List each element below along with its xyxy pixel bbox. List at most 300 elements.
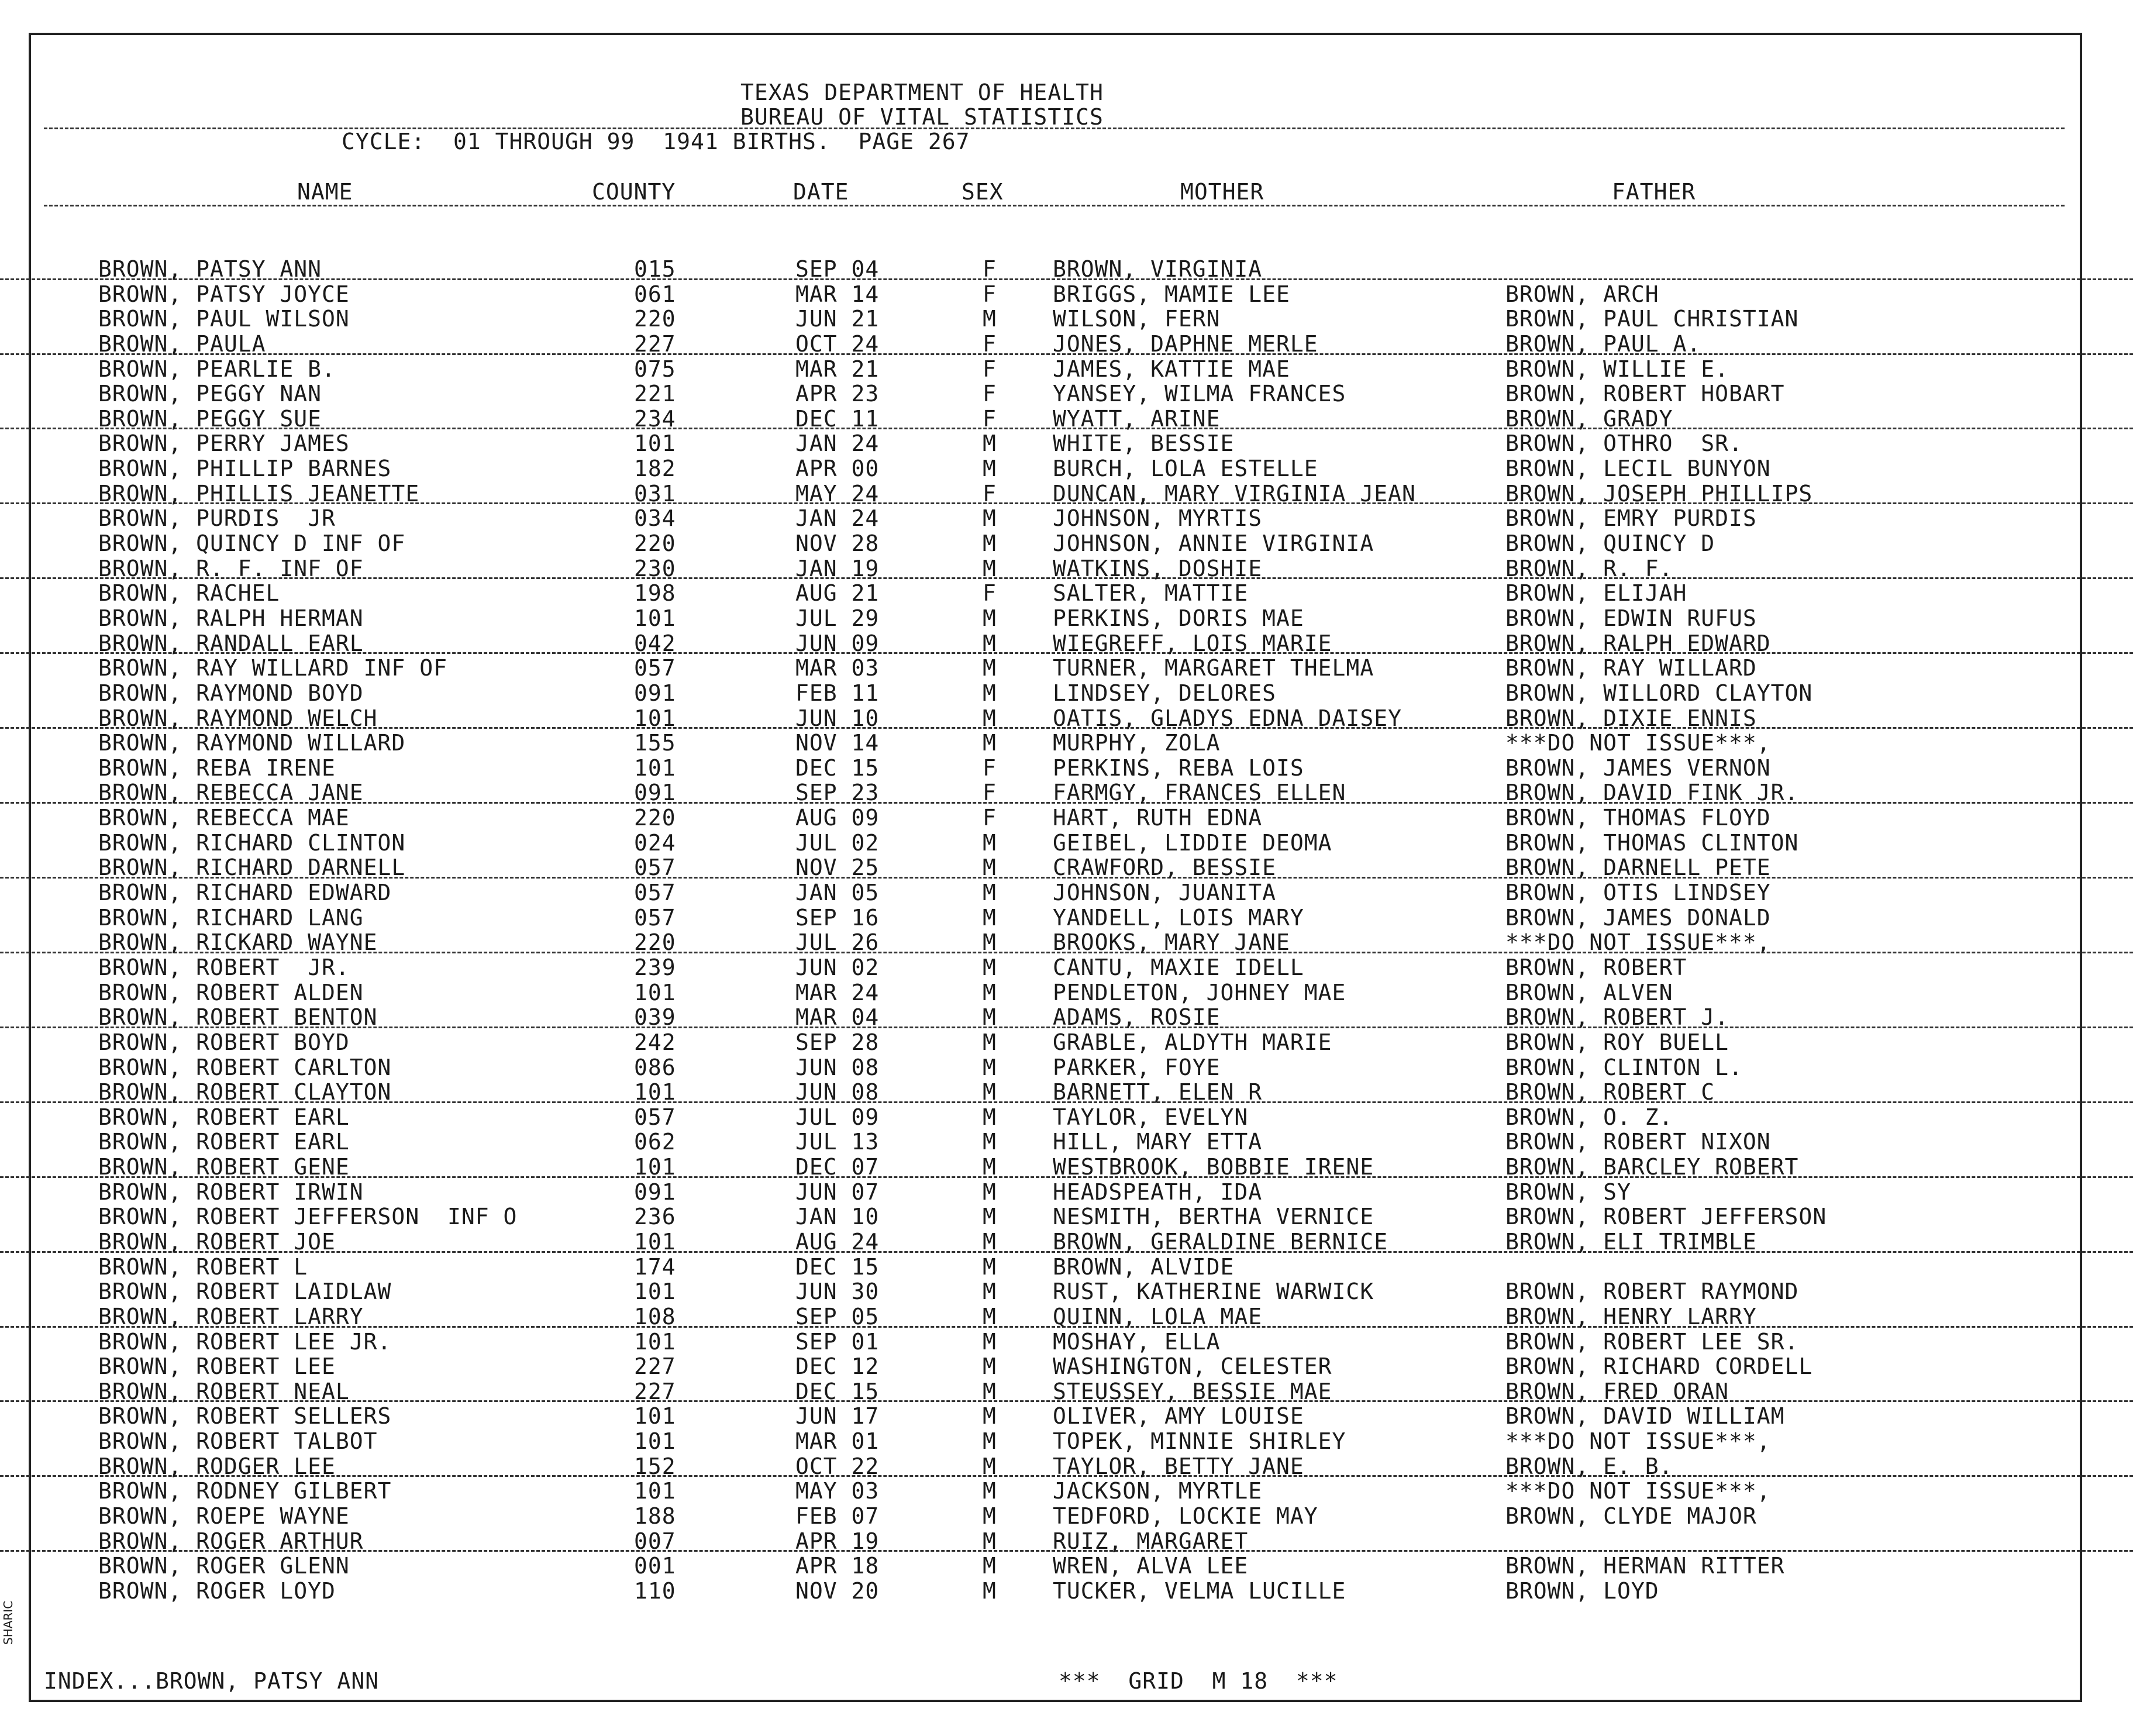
cell-mother: GEIBEL, LIDDIE DEOMA: [1053, 829, 1332, 856]
cell-name: BROWN, PATSY JOYCE: [98, 281, 350, 307]
cell-date: JUN 08: [795, 1079, 880, 1105]
cell-sex: F: [983, 805, 997, 831]
cell-name: BROWN, QUINCY D INF OF: [98, 531, 406, 557]
cell-date: JAN 24: [795, 430, 880, 457]
cell-father: BROWN, ROBERT J.: [1505, 1004, 1729, 1031]
cell-sex: M: [983, 1279, 997, 1305]
cell-date: JUN 30: [795, 1279, 880, 1305]
cell-county: 221: [634, 381, 676, 407]
cell-sex: M: [983, 1303, 997, 1329]
cell-father: ***DO NOT ISSUE***,: [1505, 1428, 1771, 1455]
cell-date: JUN 09: [795, 630, 880, 656]
table-row: [0, 380, 2133, 405]
cell-sex: M: [983, 306, 997, 332]
table-row: [0, 1352, 2133, 1380]
cell-name: BROWN, PEARLIE B.: [98, 356, 336, 382]
cell-county: 182: [634, 456, 676, 482]
cell-mother: FARMGY, FRANCES ELLEN: [1053, 780, 1346, 806]
table-row: [0, 928, 2133, 956]
cell-mother: BARNETT, ELEN R: [1053, 1079, 1263, 1105]
cell-father: BROWN, ELIJAH: [1505, 580, 1687, 607]
cell-date: SEP 04: [795, 256, 880, 282]
cell-mother: JACKSON, MYRTLE: [1053, 1478, 1263, 1504]
cell-father: BROWN, EMRY PURDIS: [1505, 505, 1757, 532]
cell-name: BROWN, RICHARD DARNELL: [98, 855, 406, 881]
table-row: [0, 679, 2133, 704]
cell-county: 062: [634, 1129, 676, 1155]
table-row: [0, 1577, 2133, 1602]
cell-sex: M: [983, 1129, 997, 1155]
cell-father: BROWN, CLYDE MAJOR: [1505, 1503, 1757, 1530]
cell-sex: F: [983, 755, 997, 781]
cell-name: BROWN, RAYMOND WELCH: [98, 705, 378, 731]
cell-county: 101: [634, 430, 676, 457]
cell-date: AUG 24: [795, 1228, 880, 1255]
cell-name: BROWN, ROBERT TALBOT: [98, 1428, 378, 1455]
cell-father: BROWN, ALVEN: [1505, 979, 1673, 1005]
cell-name: BROWN, RODGER LEE: [98, 1453, 336, 1479]
cell-father: BROWN, DAVID FINK JR.: [1505, 780, 1799, 806]
table-row: [0, 779, 2133, 804]
footer-index: INDEX...BROWN, PATSY ANN: [44, 1668, 380, 1694]
cell-mother: JOHNSON, ANNIE VIRGINIA: [1053, 531, 1374, 557]
cell-date: AUG 21: [795, 580, 880, 607]
table-row: [0, 1502, 2133, 1530]
table-row: [0, 429, 2133, 457]
cell-mother: BROWN, VIRGINIA: [1053, 256, 1263, 282]
cell-mother: PERKINS, REBA LOIS: [1053, 755, 1304, 781]
cell-father: BROWN, BARCLEY ROBERT: [1505, 1154, 1799, 1180]
table-row: [0, 579, 2133, 607]
table-row: [0, 554, 2133, 580]
cell-father: BROWN, THOMAS CLINTON: [1505, 829, 1799, 856]
cell-name: BROWN, ROBERT EARL: [98, 1129, 350, 1155]
cell-father: BROWN, ROBERT NIXON: [1505, 1129, 1771, 1155]
cell-name: BROWN, ROBERT CLAYTON: [98, 1079, 392, 1105]
column-header-father: FATHER: [1612, 179, 1696, 205]
table-row: [0, 1078, 2133, 1103]
cell-name: BROWN, PHILLIP BARNES: [98, 456, 392, 482]
cell-father: BROWN, EDWIN RUFUS: [1505, 605, 1757, 631]
cell-sex: M: [983, 1054, 997, 1080]
table-row: [0, 529, 2133, 557]
cell-mother: ADAMS, ROSIE: [1053, 1004, 1221, 1031]
cell-name: BROWN, ROBERT L: [98, 1253, 308, 1280]
cell-county: 227: [634, 330, 676, 357]
cell-county: 227: [634, 1353, 676, 1380]
cell-father: BROWN, FRED ORAN: [1505, 1378, 1729, 1404]
table-row: [0, 754, 2133, 779]
table-row: [0, 255, 2133, 280]
cell-father: BROWN, JOSEPH PHILLIPS: [1505, 480, 1813, 507]
cell-father: BROWN, THOMAS FLOYD: [1505, 805, 1771, 831]
cell-date: JUN 10: [795, 705, 880, 731]
cell-mother: PARKER, FOYE: [1053, 1054, 1221, 1080]
cell-name: BROWN, PURDIS JR: [98, 505, 336, 532]
cell-father: BROWN, ROBERT HOBART: [1505, 381, 1785, 407]
cell-county: 101: [634, 1328, 676, 1355]
cell-sex: M: [983, 1503, 997, 1530]
bureau-title: BUREAU OF VITAL STATISTICS: [740, 104, 1104, 130]
cell-sex: M: [983, 705, 997, 731]
cell-name: BROWN, RAY WILLARD INF OF: [98, 655, 447, 681]
cell-mother: WYATT, ARINE: [1053, 405, 1221, 432]
cell-county: 101: [634, 1279, 676, 1305]
cell-sex: M: [983, 1478, 997, 1504]
cell-father: BROWN, PAUL A.: [1505, 330, 1701, 357]
cell-mother: HILL, MARY ETTA: [1053, 1129, 1263, 1155]
cell-sex: F: [983, 256, 997, 282]
cell-name: BROWN, PAUL WILSON: [98, 306, 350, 332]
cell-county: 091: [634, 1179, 676, 1205]
cell-date: JUN 17: [795, 1403, 880, 1430]
cell-mother: PENDLETON, JOHNEY MAE: [1053, 979, 1346, 1005]
cell-date: DEC 15: [795, 1378, 880, 1404]
cell-father: BROWN, ROBERT RAYMOND: [1505, 1279, 1799, 1305]
cell-mother: TOPEK, MINNIE SHIRLEY: [1053, 1428, 1346, 1455]
table-row: [0, 1028, 2133, 1053]
cell-name: BROWN, ROBERT GENE: [98, 1154, 350, 1180]
column-header-date: DATE: [793, 179, 849, 205]
cell-name: BROWN, ROBERT EARL: [98, 1104, 350, 1130]
cell-father: BROWN, JAMES DONALD: [1505, 904, 1771, 931]
cell-county: 031: [634, 480, 676, 507]
cell-mother: JOHNSON, JUANITA: [1053, 880, 1277, 906]
cell-sex: M: [983, 1453, 997, 1479]
cell-sex: F: [983, 381, 997, 407]
cell-mother: MOSHAY, ELLA: [1053, 1328, 1221, 1355]
table-row: [0, 853, 2133, 879]
cell-mother: BROWN, GERALDINE BERNICE: [1053, 1228, 1388, 1255]
table-row: [0, 1228, 2133, 1253]
cell-mother: TAYLOR, BETTY JANE: [1053, 1453, 1304, 1479]
cell-county: 034: [634, 505, 676, 532]
cell-name: BROWN, ROBERT LEE JR.: [98, 1328, 392, 1355]
cell-sex: M: [983, 1154, 997, 1180]
cell-mother: JOHNSON, MYRTIS: [1053, 505, 1263, 532]
cell-county: 234: [634, 405, 676, 432]
table-row: [0, 330, 2133, 355]
cell-county: 230: [634, 555, 676, 581]
column-header-mother: MOTHER: [1180, 179, 1264, 205]
cell-name: BROWN, R. F. INF OF: [98, 555, 364, 581]
cell-sex: M: [983, 1428, 997, 1455]
cell-sex: M: [983, 904, 997, 931]
cell-sex: M: [983, 979, 997, 1005]
cell-county: 075: [634, 356, 676, 382]
cell-date: NOV 14: [795, 730, 880, 756]
cell-name: BROWN, ROBERT JR.: [98, 954, 350, 980]
cell-name: BROWN, ROGER GLENN: [98, 1553, 350, 1579]
cell-father: BROWN, WILLORD CLAYTON: [1505, 680, 1813, 706]
cell-name: BROWN, ROBERT JEFFERSON INF O: [98, 1204, 518, 1230]
cell-date: MAR 24: [795, 979, 880, 1005]
table-row: [0, 454, 2133, 480]
table-row: [0, 629, 2133, 655]
cell-mother: WESTBROOK, BOBBIE IRENE: [1053, 1154, 1374, 1180]
table-row: [0, 1328, 2133, 1353]
cell-county: 057: [634, 880, 676, 906]
cell-sex: F: [983, 281, 997, 307]
cell-date: SEP 23: [795, 780, 880, 806]
cell-date: MAR 04: [795, 1004, 880, 1031]
cell-sex: M: [983, 1204, 997, 1230]
table-row: [0, 1477, 2133, 1502]
cell-county: 101: [634, 1228, 676, 1255]
cell-name: BROWN, PAULA: [98, 330, 266, 357]
cell-father: BROWN, LOYD: [1505, 1577, 1659, 1604]
cell-county: 057: [634, 904, 676, 931]
table-row: [0, 1427, 2133, 1455]
cell-father: BROWN, DARNELL PETE: [1505, 855, 1771, 881]
cell-name: BROWN, ROBERT LEE: [98, 1353, 336, 1380]
table-row: [0, 1527, 2133, 1552]
cell-county: 101: [634, 1428, 676, 1455]
cell-father: BROWN, RAY WILLARD: [1505, 655, 1757, 681]
cell-mother: WASHINGTON, CELESTER: [1053, 1353, 1332, 1380]
table-row: [0, 1153, 2133, 1178]
cell-county: 101: [634, 755, 676, 781]
cell-name: BROWN, RAYMOND BOYD: [98, 680, 364, 706]
cell-date: MAR 14: [795, 281, 880, 307]
cell-date: DEC 11: [795, 405, 880, 432]
cell-date: OCT 24: [795, 330, 880, 357]
side-mark: SHARIC: [1, 1600, 15, 1645]
cell-mother: WATKINS, DOSHIE: [1053, 555, 1263, 581]
cell-mother: YANDELL, LOIS MARY: [1053, 904, 1304, 931]
cell-county: 242: [634, 1029, 676, 1055]
cell-county: 057: [634, 655, 676, 681]
cell-father: ***DO NOT ISSUE***,: [1505, 929, 1771, 956]
cell-date: MAR 03: [795, 655, 880, 681]
table-row: [0, 305, 2133, 330]
table-row: [0, 355, 2133, 380]
cell-father: BROWN, PAUL CHRISTIAN: [1505, 306, 1799, 332]
cell-date: JAN 05: [795, 880, 880, 906]
cell-sex: M: [983, 655, 997, 681]
cell-date: JAN 19: [795, 555, 880, 581]
cell-name: BROWN, ROBERT BOYD: [98, 1029, 350, 1055]
cell-date: JUL 09: [795, 1104, 880, 1130]
table-row: [0, 804, 2133, 829]
table-row: [0, 280, 2133, 305]
cell-sex: M: [983, 855, 997, 881]
cell-name: BROWN, ROBERT LAIDLAW: [98, 1279, 392, 1305]
cell-date: JUL 26: [795, 929, 880, 956]
cell-father: BROWN, WILLIE E.: [1505, 356, 1729, 382]
cell-sex: F: [983, 405, 997, 432]
cell-father: ***DO NOT ISSUE***,: [1505, 1478, 1771, 1504]
cell-name: BROWN, RICHARD CLINTON: [98, 829, 406, 856]
table-row: [0, 1402, 2133, 1430]
cell-mother: TAYLOR, EVELYN: [1053, 1104, 1249, 1130]
table-row: [0, 704, 2133, 729]
cell-name: BROWN, REBA IRENE: [98, 755, 336, 781]
cell-county: 152: [634, 1453, 676, 1479]
cell-name: BROWN, REBECCA JANE: [98, 780, 364, 806]
cell-name: BROWN, ROEPE WAYNE: [98, 1503, 350, 1530]
cell-sex: M: [983, 555, 997, 581]
cell-father: BROWN, HERMAN RITTER: [1505, 1553, 1785, 1579]
table-row: [0, 405, 2133, 430]
table-row: [0, 504, 2133, 532]
cycle-line: CYCLE: 01 THROUGH 99 1941 BIRTHS. PAGE 267: [342, 129, 970, 154]
cell-name: BROWN, ROBERT JOE: [98, 1228, 336, 1255]
cell-county: 086: [634, 1054, 676, 1080]
cell-mother: RUIZ, MARGARET: [1053, 1528, 1249, 1554]
cell-date: JAN 10: [795, 1204, 880, 1230]
cell-county: 101: [634, 1403, 676, 1430]
cell-name: BROWN, PATSY ANN: [98, 256, 322, 282]
cell-sex: M: [983, 531, 997, 557]
cell-name: BROWN, RAYMOND WILLARD: [98, 730, 406, 756]
cell-mother: JAMES, KATTIE MAE: [1053, 356, 1290, 382]
table-row: [0, 1253, 2133, 1278]
cell-name: BROWN, RALPH HERMAN: [98, 605, 364, 631]
cell-county: 155: [634, 730, 676, 756]
cell-mother: YANSEY, WILMA FRANCES: [1053, 381, 1346, 407]
cell-date: JUN 08: [795, 1054, 880, 1080]
cell-sex: M: [983, 1253, 997, 1280]
cell-father: BROWN, OTIS LINDSEY: [1505, 880, 1771, 906]
cell-county: 108: [634, 1303, 676, 1329]
cell-father: BROWN, DIXIE ENNIS: [1505, 705, 1757, 731]
cell-sex: F: [983, 356, 997, 382]
cell-date: FEB 11: [795, 680, 880, 706]
cell-father: BROWN, JAMES VERNON: [1505, 755, 1771, 781]
cell-mother: SALTER, MATTIE: [1053, 580, 1249, 607]
cell-mother: OLIVER, AMY LOUISE: [1053, 1403, 1304, 1430]
cell-date: MAR 21: [795, 356, 880, 382]
table-row: [0, 1103, 2133, 1128]
cell-county: 188: [634, 1503, 676, 1530]
cell-county: 101: [634, 605, 676, 631]
cell-name: BROWN, ROGER LOYD: [98, 1577, 336, 1604]
cell-county: 101: [634, 979, 676, 1005]
cell-sex: M: [983, 929, 997, 956]
cell-father: BROWN, LECIL BUNYON: [1505, 456, 1771, 482]
cell-mother: TEDFORD, LOCKIE MAY: [1053, 1503, 1318, 1530]
cell-father: BROWN, ROBERT LEE SR.: [1505, 1328, 1799, 1355]
cell-name: BROWN, ROBERT NEAL: [98, 1378, 350, 1404]
records-table: [0, 255, 2133, 1602]
table-row: [0, 1377, 2133, 1403]
cell-name: BROWN, PERRY JAMES: [98, 430, 350, 457]
cell-mother: MURPHY, ZOLA: [1053, 730, 1221, 756]
cell-sex: M: [983, 680, 997, 706]
cell-name: BROWN, PEGGY NAN: [98, 381, 322, 407]
cell-sex: M: [983, 829, 997, 856]
cell-date: MAY 03: [795, 1478, 880, 1504]
cell-name: BROWN, RACHEL: [98, 580, 280, 607]
cell-date: JAN 24: [795, 505, 880, 532]
cell-name: BROWN, ROGER ARTHUR: [98, 1528, 364, 1554]
cell-date: JUL 29: [795, 605, 880, 631]
cell-date: NOV 25: [795, 855, 880, 881]
cell-mother: QUINN, LOLA MAE: [1053, 1303, 1263, 1329]
column-header-name: NAME: [297, 179, 353, 205]
cell-father: BROWN, OTHRO SR.: [1505, 430, 1743, 457]
cell-sex: M: [983, 1553, 997, 1579]
table-row: [0, 1552, 2133, 1577]
cell-mother: TURNER, MARGARET THELMA: [1053, 655, 1374, 681]
cell-mother: CANTU, MAXIE IDELL: [1053, 954, 1304, 980]
cell-county: 174: [634, 1253, 676, 1280]
cell-county: 061: [634, 281, 676, 307]
cell-name: BROWN, ROBERT IRWIN: [98, 1179, 364, 1205]
cell-county: 227: [634, 1378, 676, 1404]
cell-date: APR 00: [795, 456, 880, 482]
table-row: [0, 879, 2133, 904]
cell-sex: M: [983, 605, 997, 631]
cell-name: BROWN, ROBERT ALDEN: [98, 979, 364, 1005]
cell-mother: TUCKER, VELMA LUCILLE: [1053, 1577, 1346, 1604]
cell-sex: M: [983, 880, 997, 906]
cell-date: OCT 22: [795, 1453, 880, 1479]
cell-date: MAY 24: [795, 480, 880, 507]
cell-father: BROWN, RICHARD CORDELL: [1505, 1353, 1813, 1380]
cell-county: 220: [634, 929, 676, 956]
cell-father: BROWN, ARCH: [1505, 281, 1659, 307]
cell-sex: M: [983, 1577, 997, 1604]
cell-name: BROWN, RICKARD WAYNE: [98, 929, 378, 956]
cell-mother: HEADSPEATH, IDA: [1053, 1179, 1263, 1205]
table-row: [0, 1203, 2133, 1228]
cell-county: 057: [634, 1104, 676, 1130]
cell-sex: M: [983, 456, 997, 482]
cell-mother: BROWN, ALVIDE: [1053, 1253, 1235, 1280]
cell-father: BROWN, HENRY LARRY: [1505, 1303, 1757, 1329]
cell-father: BROWN, ROBERT JEFFERSON: [1505, 1204, 1827, 1230]
cell-name: BROWN, RANDALL EARL: [98, 630, 364, 656]
cell-county: 220: [634, 531, 676, 557]
cell-date: JUL 02: [795, 829, 880, 856]
cell-name: BROWN, ROBERT CARLTON: [98, 1054, 392, 1080]
cell-date: SEP 28: [795, 1029, 880, 1055]
cell-mother: HART, RUTH EDNA: [1053, 805, 1263, 831]
cell-name: BROWN, RICHARD LANG: [98, 904, 364, 931]
department-title: TEXAS DEPARTMENT OF HEALTH: [740, 80, 1104, 105]
cell-mother: CRAWFORD, BESSIE: [1053, 855, 1277, 881]
cell-date: SEP 05: [795, 1303, 880, 1329]
cell-father: BROWN, QUINCY D: [1505, 531, 1715, 557]
cell-mother: OATIS, GLADYS EDNA DAISEY: [1053, 705, 1402, 731]
cell-county: 091: [634, 780, 676, 806]
cell-date: MAR 01: [795, 1428, 880, 1455]
cell-father: BROWN, DAVID WILLIAM: [1505, 1403, 1785, 1430]
cell-name: BROWN, ROBERT LARRY: [98, 1303, 364, 1329]
cell-name: BROWN, ROBERT SELLERS: [98, 1403, 392, 1430]
cell-county: 110: [634, 1577, 676, 1604]
cell-county: 198: [634, 580, 676, 607]
cell-date: NOV 28: [795, 531, 880, 557]
table-row: [0, 904, 2133, 929]
cell-date: NOV 20: [795, 1577, 880, 1604]
cell-mother: BURCH, LOLA ESTELLE: [1053, 456, 1318, 482]
cell-mother: BRIGGS, MAMIE LEE: [1053, 281, 1290, 307]
cell-father: BROWN, SY: [1505, 1179, 1631, 1205]
table-row: [0, 604, 2133, 629]
table-row: [0, 1003, 2133, 1031]
cell-date: DEC 15: [795, 755, 880, 781]
cell-county: 101: [634, 1079, 676, 1105]
table-row: [0, 1128, 2133, 1153]
cell-father: BROWN, R. F.: [1505, 555, 1673, 581]
cell-father: BROWN, O. Z.: [1505, 1104, 1673, 1130]
cell-mother: PERKINS, DORIS MAE: [1053, 605, 1304, 631]
cell-county: 042: [634, 630, 676, 656]
cell-father: BROWN, ROBERT: [1505, 954, 1687, 980]
